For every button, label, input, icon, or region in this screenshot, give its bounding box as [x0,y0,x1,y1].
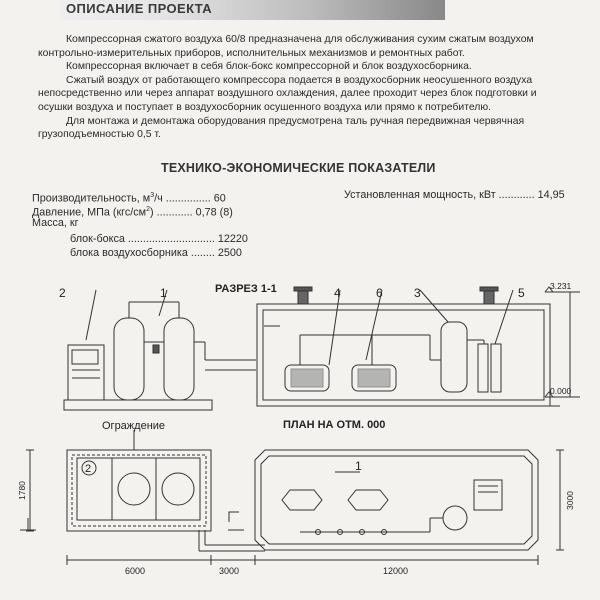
spec-mass-label: Масса, кг [32,217,79,229]
callout-3: 3 [414,286,421,300]
spec-value: 2500 [217,247,242,259]
dim-3000: 3000 [219,566,240,576]
receiver-tank-c [441,322,467,392]
spec-value: 14,95 [537,189,565,201]
callout-5: 5 [518,286,525,300]
plan-tank-a [118,473,150,505]
plan-building [255,450,538,550]
description-line: грузоподъемностью 0,5 т. [38,129,161,141]
plan-tank-b [162,473,194,505]
spec-label: блок-бокса [70,233,125,245]
compressor-unit [68,345,104,400]
spec-mass-receiver [70,247,242,260]
spec-power [344,189,565,202]
page-title: ОПИСАНИЕ ПРОЕКТА [66,1,213,16]
spec-dots: ............ [153,206,193,219]
indicators-title: ТЕХНИКО-ЭКОНОМИЧЕСКИЕ ПОКАЗАТЕЛИ [161,161,436,175]
elevation-zero: 0.000 [550,386,572,396]
technical-drawing [0,270,600,600]
elevation-top: 3.231 [550,281,572,291]
spec-label: Давление, МПа (кгс/см [32,206,147,219]
dim-6000: 6000 [125,566,146,576]
plan-title: ПЛАН НА ОТМ. 000 [283,419,386,431]
description-block [38,33,598,142]
spec-dots: ............................. [124,233,215,245]
plan-receiver [443,506,467,530]
description-line: Сжатый воздух от работающего компрессора подается в воздухосборник неосушенного воздуха [66,74,533,86]
callout-1: 1 [160,286,167,300]
description-line: Компрессорная сжатого воздуха 60/8 предназначена для обслуживания сухим сжатым воздухом [66,34,534,45]
dim-1780: 1780 [17,481,27,500]
base-frame-left [64,400,212,410]
plan-dryer [474,480,502,510]
spec-value: 60 [213,192,226,205]
spec-unit: ) [150,206,154,219]
description-line: контрольно-измерительных приборов, исполнительных механизмов и ремонтных работ. [38,47,465,59]
description-line: осушки воздуха и поступает в воздухосборник осушенного воздуха или прямо к потребителю. [38,101,492,113]
vent-stack-a [298,290,308,304]
plan-compressor-a [282,490,322,510]
spec-label: Производительность, м [32,192,151,205]
spec-value: 12220 [217,233,248,245]
spec-mass-box [70,233,248,246]
receiver-tank-b [164,318,194,400]
callout-6: 6 [376,286,383,300]
callout-2: 2 [59,286,66,300]
plan-callout-2: 2 [85,463,92,475]
dim-12000: 12000 [383,566,409,576]
callout-4: 4 [334,286,341,300]
spec-unit: /ч [154,192,163,205]
plan-callout-1: 1 [355,459,362,473]
spec-label: блока воздухосборника [70,247,188,259]
description-line: непосредственно или через аппарат воздушного охлаждения, далее проходит через блок подготовки и [38,88,537,100]
spec-label: Установленная мощность, кВт [344,189,496,201]
spec-sup: 2 [146,206,151,213]
spec-dots: ............ [495,189,535,201]
spec-dots: ............... [162,192,211,205]
plan-compressor-b [348,490,388,510]
dryer-unit [478,344,488,392]
description-line: Компрессорная включает в себя блок-бокс компрессорной и блок воздухосборника. [66,61,472,73]
section-title: РАЗРЕЗ 1-1 [215,283,277,295]
spec-dots: ........ [187,247,215,259]
description-line: Для монтажа и демонтажа оборудования предусмотрена таль ручная передвижная червячная [66,115,525,127]
spec-value: 0,78 (8) [195,206,233,219]
vent-stack-b [484,290,494,304]
receiver-tank-a [114,318,144,400]
dim-3000-vertical: 3000 [565,491,575,510]
spec-sup: 3 [150,192,155,199]
fence-label: Ограждение [102,420,166,432]
